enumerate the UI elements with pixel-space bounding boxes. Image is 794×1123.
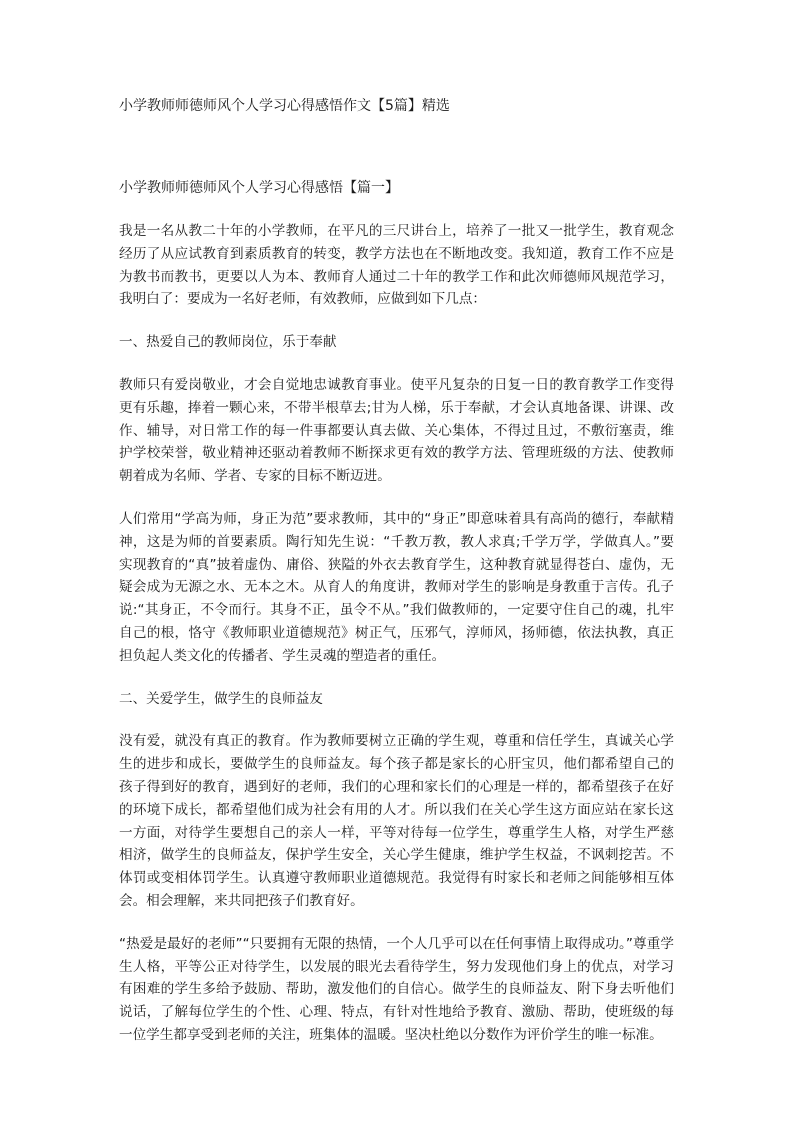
heading-2: 二、关爱学生，做学生的良师益友 (119, 690, 323, 707)
paragraph-4: “热爱是最好的老师”“只要拥有无限的热情，一个人几乎可以在任何事情上取得成功。”尊重学生人格，平等公正对待学生，以发展的眼光去看待学生，努力发现他们身上的优点，对学习有困难的学生多给予鼓励、帮助，激发他们的自信心。做学生的良师益友、附下身去听他们说话，了解每位学生的个性、心理、特点，有针对性地给予教育、激励、帮助，使班级的每一位学生都享受到老师的关注，班集体的温暖。坚决杜绝以分数作为评价学生的唯一标准。 (119, 935, 674, 1043)
document-title: 小学教师师德师风个人学习心得感悟作文【5篇】精选 (119, 98, 450, 114)
paragraph-1: 教师只有爱岗敬业，才会自觉地忠诚教育事业。使平凡复杂的日复一日的教育教学工作变得更有乐趣，捧着一颗心来，不带半根草去;甘为人梯，乐于奉献，才会认真地备课、讲课、改作、辅导，对日常工作的每一件事都要认真去做、关心集体，不得过且过，不敷衍塞责，维护学校荣誉，敬业精神还驱动着教师不断探求更有效的教学方法、管理班级的方法、使教师朝着成为名师、学者、专家的目标不断迈进。 (119, 376, 674, 485)
heading-1: 一、热爱自己的教师岗位，乐于奉献 (119, 334, 337, 351)
paragraph-3: 没有爱，就没有真正的教育。作为教师要树立正确的学生观，尊重和信任学生，真诚关心学生的进步和成长，要做学生的良师益友。每个孩子都是家长的心肝宝贝，他们都希望自己的孩子得到好的教育，遇到好的老师，我们的心理和家长们的心理是一样的，都希望孩子在好的环境下成长，都希望他们成为社会有用的人才。所以我们在关心学生这方面应站在家长这一方面，对待学生要想自己的亲人一样，平等对待每一位学生，尊重学生人格，对学生严慈相济，做学生的良师益友，保护学生安全，关心学生健康，维护学生权益，不讽刺挖苦。不体罚或变相体罚学生。认真遵守教师职业道德规范。我觉得有时家长和老师之间能够相互体会。相会理解，来共同把孩子们教育好。 (119, 733, 674, 909)
paragraph-2: 人们常用“学高为师，身正为范”要求教师，其中的“身正”即意味着具有高尚的德行，奉献精神，这是为师的首要素质。陶行知先生说：“千教万教，教人求真;千学万学，学做真人。”要实现教育的“真”披着虚伪、庸俗、狭隘的外衣去教育学生，这种教育就显得苍白、虚伪，无疑会成为无源之水、无本之木。从育人的角度讲，教师对学生的影响是身教重于言传。孔子说:“其身正，不令而行。其身不正，虽令不从。”我们做教师的，一定要守住自己的魂，扎牢自己的根，恪守《教师职业道德规范》树正气，压邪气，淳师风，扬师德，依法执教，真正担负起人类文化的传播者、学生灵魂的塑造者的重任。 (119, 510, 674, 664)
document-body (119, 220, 674, 1067)
section-title: 小学教师师德师风个人学习心得感悟【篇一】 (119, 180, 399, 196)
paragraph-intro: 我是一名从教二十年的小学教师，在平凡的三尺讲台上，培养了一批又一批学生，教育观念经历了从应试教育到素质教育的转变，教学方法也在不断地改变。我知道，教育工作不应是为教书而教书，更要以人为本、教师育人通过二十年的教学工作和此次师德师风规范学习，我明白了：要成为一名好老师，有效教师，应做到如下几点： (119, 223, 674, 308)
